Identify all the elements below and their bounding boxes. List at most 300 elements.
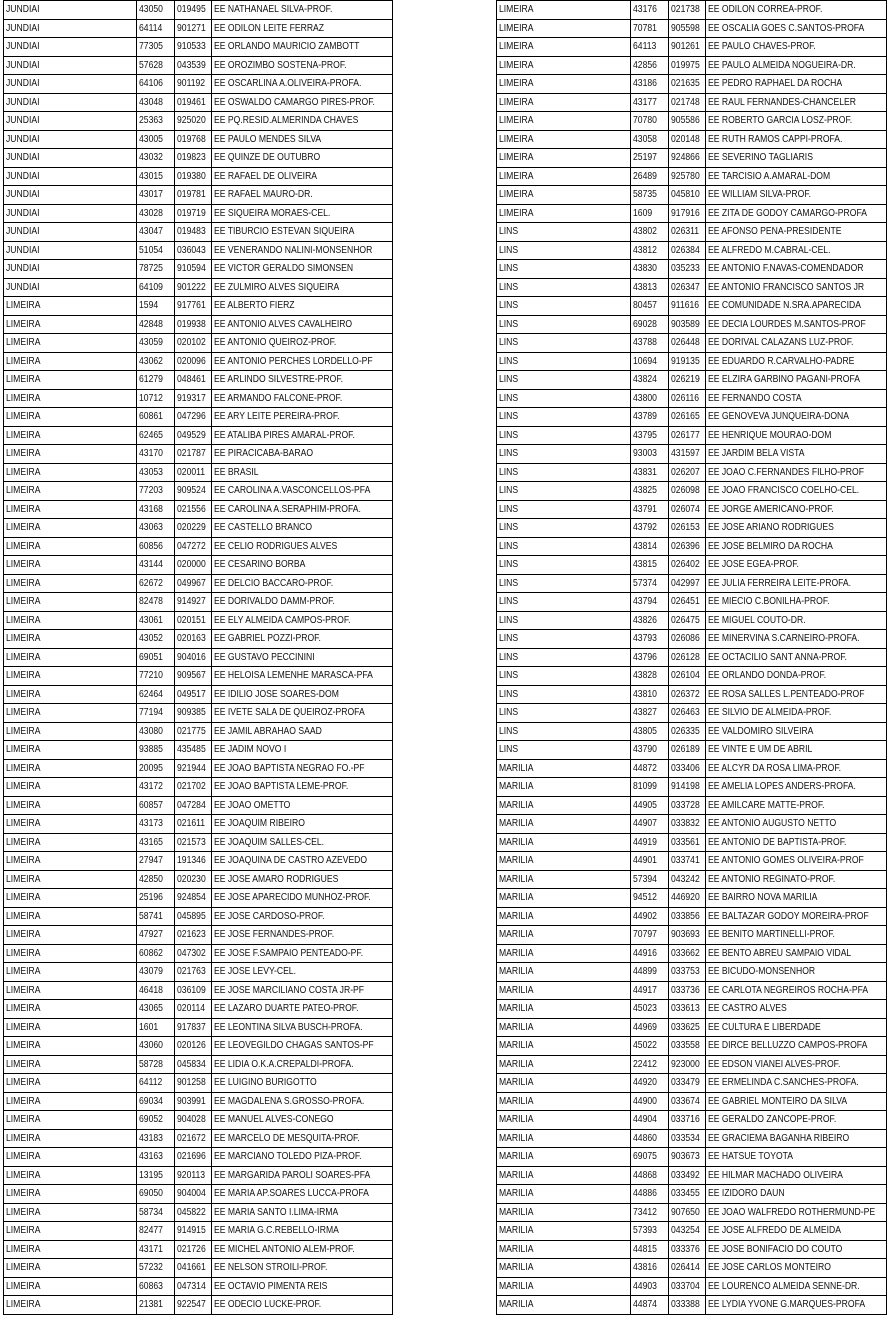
cie-cell-text: 901192 bbox=[177, 77, 206, 90]
school-name-cell-text: EE HENRIQUE MOURAO-DOM bbox=[708, 428, 832, 441]
municipality-cell bbox=[497, 870, 631, 889]
cie-cell-text: 021787 bbox=[177, 447, 206, 460]
code-cell bbox=[631, 889, 669, 908]
table-row bbox=[497, 926, 887, 945]
school-name-cell-text: EE ELZIRA GARBINO PAGANI-PROFA bbox=[708, 373, 860, 386]
municipality-cell bbox=[4, 204, 137, 223]
code-cell-text: 43058 bbox=[633, 132, 657, 145]
school-name-cell bbox=[212, 408, 393, 427]
school-name-cell-text: EE ROBERTO GARCIA LOSZ-PROF. bbox=[708, 114, 853, 127]
code-cell-text: 43792 bbox=[633, 521, 657, 534]
cie-cell bbox=[175, 519, 212, 538]
school-name-cell bbox=[212, 297, 393, 316]
municipality-cell bbox=[4, 1074, 137, 1093]
cie-cell bbox=[175, 1018, 212, 1037]
municipality-cell bbox=[497, 1074, 631, 1093]
code-cell bbox=[631, 1055, 669, 1074]
school-name-cell-text: EE DECIA LOURDES M.SANTOS-PROF bbox=[708, 317, 866, 330]
school-name-cell-text: EE BAIRRO NOVA MARILIA bbox=[708, 891, 818, 904]
cie-cell bbox=[669, 186, 706, 205]
municipality-cell-text: LINS bbox=[499, 317, 519, 330]
municipality-cell bbox=[497, 1148, 631, 1167]
municipality-cell-text: LIMEIRA bbox=[499, 151, 534, 164]
cie-cell bbox=[175, 815, 212, 834]
cie-cell-text: 026414 bbox=[671, 1261, 700, 1274]
table-row bbox=[497, 334, 887, 353]
code-cell-text: 43794 bbox=[633, 595, 657, 608]
municipality-cell-text: LIMEIRA bbox=[6, 632, 41, 645]
code-cell bbox=[631, 611, 669, 630]
cie-cell-text: 020126 bbox=[177, 1039, 206, 1052]
school-name-cell-text: EE JOAO OMETTO bbox=[214, 798, 291, 811]
code-cell bbox=[137, 963, 175, 982]
school-name-cell-text: EE JOAQUINA DE CASTRO AZEVEDO bbox=[214, 854, 368, 867]
municipality-cell-text: LIMEIRA bbox=[6, 558, 41, 571]
school-name-cell-text: EE BALTAZAR GODOY MOREIRA-PROF bbox=[708, 909, 869, 922]
code-cell bbox=[631, 278, 669, 297]
school-name-cell bbox=[212, 260, 393, 279]
table-row bbox=[4, 741, 393, 760]
municipality-cell bbox=[4, 1129, 137, 1148]
table-row bbox=[4, 852, 393, 871]
school-name-cell bbox=[706, 648, 887, 667]
school-name-cell bbox=[212, 944, 393, 963]
municipality-cell-text: MARILIA bbox=[499, 1168, 534, 1181]
municipality-cell bbox=[4, 93, 137, 112]
code-cell-text: 43047 bbox=[139, 225, 163, 238]
table-row bbox=[497, 1055, 887, 1074]
school-name-cell-text: EE CARLOTA NEGREIROS ROCHA-PFA bbox=[708, 983, 869, 996]
municipality-cell bbox=[4, 315, 137, 334]
cie-cell-text: 026165 bbox=[671, 410, 700, 423]
cie-cell bbox=[669, 796, 706, 815]
code-cell-text: 44903 bbox=[633, 1279, 657, 1292]
municipality-cell-text: LIMEIRA bbox=[499, 169, 534, 182]
school-name-cell bbox=[706, 593, 887, 612]
code-cell bbox=[631, 352, 669, 371]
municipality-cell-text: LINS bbox=[499, 465, 519, 478]
cie-cell bbox=[669, 1129, 706, 1148]
table-row bbox=[4, 519, 393, 538]
school-name-cell bbox=[706, 334, 887, 353]
table-row bbox=[497, 1148, 887, 1167]
municipality-cell bbox=[497, 186, 631, 205]
municipality-cell bbox=[4, 278, 137, 297]
code-cell bbox=[631, 167, 669, 186]
municipality-cell-text: MARILIA bbox=[499, 817, 534, 830]
cie-cell bbox=[175, 1000, 212, 1019]
code-cell bbox=[137, 260, 175, 279]
school-name-cell bbox=[706, 1259, 887, 1278]
code-cell bbox=[631, 297, 669, 316]
cie-cell-text: 026335 bbox=[671, 724, 700, 737]
municipality-cell bbox=[497, 852, 631, 871]
school-name-cell bbox=[212, 500, 393, 519]
code-cell bbox=[137, 907, 175, 926]
school-name-cell-text: EE PIRACICABA-BARAO bbox=[214, 447, 314, 460]
municipality-cell bbox=[497, 815, 631, 834]
cie-cell-text: 033736 bbox=[671, 983, 700, 996]
code-cell bbox=[631, 408, 669, 427]
table-row bbox=[497, 574, 887, 593]
cie-cell-text: 026219 bbox=[671, 373, 700, 386]
municipality-cell-text: MARILIA bbox=[499, 928, 534, 941]
municipality-cell bbox=[497, 1259, 631, 1278]
school-name-cell-text: EE RAFAEL MAURO-DR. bbox=[214, 188, 313, 201]
school-name-cell bbox=[212, 1000, 393, 1019]
code-cell-text: 43183 bbox=[139, 1131, 163, 1144]
code-cell-text: 43032 bbox=[139, 151, 163, 164]
municipality-cell bbox=[4, 371, 137, 390]
cie-cell-text: 914915 bbox=[177, 1224, 206, 1237]
school-name-cell bbox=[212, 1222, 393, 1241]
school-name-cell bbox=[212, 426, 393, 445]
cie-cell-text: 026177 bbox=[671, 428, 700, 441]
cie-cell-text: 026128 bbox=[671, 650, 700, 663]
municipality-cell bbox=[497, 963, 631, 982]
cie-cell-text: 914198 bbox=[671, 780, 700, 793]
school-name-cell-text: EE ODILON LEITE FERRAZ bbox=[214, 21, 325, 34]
municipality-cell bbox=[497, 93, 631, 112]
school-name-cell-text: EE MIGUEL COUTO-DR. bbox=[708, 613, 806, 626]
school-name-cell-text: EE VENERANDO NALINI-MONSENHOR bbox=[214, 243, 373, 256]
cie-cell-text: 033613 bbox=[671, 1002, 700, 1015]
school-name-cell-text: EE JARDIM BELA VISTA bbox=[708, 447, 805, 460]
table-row bbox=[4, 315, 393, 334]
school-table-left bbox=[3, 0, 393, 1315]
code-cell-text: 77203 bbox=[139, 484, 163, 497]
code-cell bbox=[137, 445, 175, 464]
municipality-cell bbox=[497, 741, 631, 760]
cie-cell bbox=[669, 482, 706, 501]
cie-cell bbox=[175, 426, 212, 445]
cie-cell-text: 047314 bbox=[177, 1279, 206, 1292]
table-row bbox=[497, 778, 887, 797]
school-name-cell-text: EE ELY ALMEIDA CAMPOS-PROF. bbox=[214, 613, 351, 626]
code-cell-text: 44902 bbox=[633, 909, 657, 922]
municipality-cell-text: MARILIA bbox=[499, 1002, 534, 1015]
school-name-cell bbox=[706, 519, 887, 538]
code-cell-text: 42856 bbox=[633, 58, 657, 71]
code-cell-text: 94512 bbox=[633, 891, 657, 904]
code-cell-text: 64112 bbox=[139, 1076, 163, 1089]
cie-cell bbox=[175, 204, 212, 223]
code-cell bbox=[137, 500, 175, 519]
municipality-cell bbox=[497, 593, 631, 612]
cie-cell bbox=[175, 223, 212, 242]
school-name-cell bbox=[706, 130, 887, 149]
code-cell bbox=[631, 75, 669, 94]
code-cell-text: 60856 bbox=[139, 539, 163, 552]
code-cell bbox=[137, 426, 175, 445]
cie-cell-text: 026086 bbox=[671, 632, 700, 645]
table-row bbox=[497, 1166, 887, 1185]
cie-cell-text: 045834 bbox=[177, 1057, 206, 1070]
school-name-cell bbox=[212, 704, 393, 723]
code-cell-text: 43793 bbox=[633, 632, 657, 645]
municipality-cell-text: JUNDIAI bbox=[6, 151, 40, 164]
code-cell-text: 1594 bbox=[139, 299, 159, 312]
municipality-cell bbox=[497, 482, 631, 501]
cie-cell bbox=[175, 759, 212, 778]
code-cell-text: 64113 bbox=[633, 40, 657, 53]
school-name-cell-text: EE JOSE LEVY-CEL. bbox=[214, 965, 296, 978]
table-row bbox=[497, 1240, 887, 1259]
school-name-cell-text: EE DELCIO BACCARO-PROF. bbox=[214, 576, 334, 589]
municipality-cell-text: LIMEIRA bbox=[6, 891, 41, 904]
cie-cell-text: 923000 bbox=[671, 1057, 700, 1070]
code-cell bbox=[137, 1203, 175, 1222]
table-row bbox=[4, 648, 393, 667]
municipality-cell-text: LINS bbox=[499, 484, 519, 497]
code-cell-text: 93885 bbox=[139, 743, 163, 756]
municipality-cell bbox=[497, 611, 631, 630]
school-name-cell-text: EE ANTONIO QUEIROZ-PROF. bbox=[214, 336, 337, 349]
municipality-cell-text: JUNDIAI bbox=[6, 262, 40, 275]
municipality-cell bbox=[4, 889, 137, 908]
school-name-cell-text: EE JOSE EGEA-PROF. bbox=[708, 558, 799, 571]
municipality-cell-text: LIMEIRA bbox=[6, 1076, 41, 1089]
school-name-cell-text: EE OSWALDO CAMARGO PIRES-PROF. bbox=[214, 95, 375, 108]
cie-cell bbox=[669, 907, 706, 926]
cie-cell bbox=[175, 56, 212, 75]
cie-cell-text: 026098 bbox=[671, 484, 700, 497]
cie-cell-text: 920113 bbox=[177, 1168, 206, 1181]
cie-cell bbox=[669, 685, 706, 704]
cie-cell bbox=[175, 1185, 212, 1204]
school-name-cell bbox=[706, 241, 887, 260]
code-cell bbox=[137, 38, 175, 57]
code-cell-text: 51054 bbox=[139, 243, 163, 256]
cie-cell bbox=[175, 278, 212, 297]
table-row bbox=[497, 630, 887, 649]
school-name-cell bbox=[212, 75, 393, 94]
school-name-cell-text: EE MICHEL ANTONIO ALEM-PROF. bbox=[214, 1242, 355, 1255]
cie-cell-text: 020151 bbox=[177, 613, 206, 626]
school-name-cell bbox=[212, 556, 393, 575]
cie-cell bbox=[669, 130, 706, 149]
school-name-cell bbox=[212, 685, 393, 704]
municipality-cell bbox=[497, 1129, 631, 1148]
cie-cell bbox=[669, 611, 706, 630]
school-name-cell-text: EE ROSA SALLES L.PENTEADO-PROF bbox=[708, 687, 865, 700]
table-row bbox=[497, 1111, 887, 1130]
table-row bbox=[4, 1166, 393, 1185]
code-cell bbox=[137, 611, 175, 630]
code-cell-text: 82478 bbox=[139, 595, 163, 608]
school-name-cell bbox=[706, 1129, 887, 1148]
municipality-cell-text: LINS bbox=[499, 650, 519, 663]
school-name-cell-text: EE EDSON VIANEI ALVES-PROF. bbox=[708, 1057, 841, 1070]
table-row bbox=[497, 1259, 887, 1278]
school-name-cell bbox=[706, 1203, 887, 1222]
school-name-cell bbox=[706, 667, 887, 686]
code-cell-text: 44907 bbox=[633, 817, 657, 830]
school-name-cell bbox=[212, 334, 393, 353]
municipality-cell-text: LIMEIRA bbox=[6, 706, 41, 719]
code-cell-text: 57374 bbox=[633, 576, 657, 589]
code-cell bbox=[631, 1259, 669, 1278]
code-cell-text: 43017 bbox=[139, 188, 163, 201]
table-row bbox=[4, 1240, 393, 1259]
school-name-cell bbox=[212, 1018, 393, 1037]
municipality-cell-text: LIMEIRA bbox=[6, 317, 41, 330]
cie-cell-text: 033741 bbox=[671, 854, 700, 867]
cie-cell bbox=[669, 704, 706, 723]
table-row bbox=[4, 704, 393, 723]
municipality-cell bbox=[4, 112, 137, 131]
cie-cell-text: 049529 bbox=[177, 428, 206, 441]
code-cell-text: 43176 bbox=[633, 3, 657, 16]
school-name-cell-text: EE ODILON CORREA-PROF. bbox=[708, 3, 823, 16]
cie-cell-text: 903693 bbox=[671, 928, 700, 941]
municipality-cell bbox=[497, 574, 631, 593]
cie-cell bbox=[175, 556, 212, 575]
code-cell bbox=[137, 667, 175, 686]
school-name-cell-text: EE CASTELLO BRANCO bbox=[214, 521, 313, 534]
cie-cell-text: 021573 bbox=[177, 835, 206, 848]
municipality-cell bbox=[497, 667, 631, 686]
table-row bbox=[4, 926, 393, 945]
municipality-cell-text: LIMEIRA bbox=[6, 502, 41, 515]
code-cell bbox=[137, 482, 175, 501]
code-cell-text: 43171 bbox=[139, 1242, 163, 1255]
municipality-cell-text: LIMEIRA bbox=[499, 58, 534, 71]
table-row bbox=[4, 537, 393, 556]
cie-cell-text: 901261 bbox=[671, 40, 700, 53]
table-row bbox=[497, 648, 887, 667]
school-name-cell bbox=[212, 204, 393, 223]
table-row bbox=[497, 1203, 887, 1222]
code-cell-text: 10694 bbox=[633, 354, 657, 367]
table-row bbox=[4, 223, 393, 242]
cie-cell-text: 033728 bbox=[671, 798, 700, 811]
school-name-cell-text: EE ANTONIO FRANCISCO SANTOS JR bbox=[708, 280, 865, 293]
code-cell-text: 64114 bbox=[139, 21, 163, 34]
cie-cell-text: 021726 bbox=[177, 1242, 206, 1255]
code-cell bbox=[631, 19, 669, 38]
cie-cell bbox=[669, 1185, 706, 1204]
table-row bbox=[497, 852, 887, 871]
school-name-cell-text: EE ARMANDO FALCONE-PROF. bbox=[214, 391, 343, 404]
municipality-cell bbox=[4, 1037, 137, 1056]
table-row bbox=[4, 1259, 393, 1278]
table-row bbox=[497, 93, 887, 112]
table-row bbox=[4, 1111, 393, 1130]
municipality-cell bbox=[4, 722, 137, 741]
code-cell bbox=[631, 852, 669, 871]
cie-cell-text: 020163 bbox=[177, 632, 206, 645]
school-name-cell bbox=[706, 981, 887, 1000]
municipality-cell-text: LIMEIRA bbox=[6, 835, 41, 848]
municipality-cell-text: MARILIA bbox=[499, 1279, 534, 1292]
municipality-cell bbox=[497, 981, 631, 1000]
code-cell-text: 43173 bbox=[139, 817, 163, 830]
cie-cell bbox=[175, 482, 212, 501]
school-name-cell bbox=[706, 1111, 887, 1130]
school-name-cell-text: EE LOURENCO ALMEIDA SENNE-DR. bbox=[708, 1279, 860, 1292]
cie-cell bbox=[669, 630, 706, 649]
school-name-cell-text: EE NATHANAEL SILVA-PROF. bbox=[214, 3, 333, 16]
municipality-cell-text: JUNDIAI bbox=[6, 40, 40, 53]
cie-cell-text: 019483 bbox=[177, 225, 206, 238]
school-name-cell-text: EE IZIDORO DAUN bbox=[708, 1187, 785, 1200]
code-cell bbox=[631, 223, 669, 242]
school-name-cell-text: EE JOSE F.SAMPAIO PENTEADO-PF. bbox=[214, 946, 364, 959]
cie-cell bbox=[175, 667, 212, 686]
municipality-cell-text: LINS bbox=[499, 724, 519, 737]
municipality-cell bbox=[4, 593, 137, 612]
municipality-cell-text: LIMEIRA bbox=[6, 1279, 41, 1292]
school-name-cell-text: EE SEVERINO TAGLIARIS bbox=[708, 151, 813, 164]
municipality-cell-text: LIMEIRA bbox=[6, 299, 41, 312]
municipality-cell bbox=[4, 796, 137, 815]
school-name-cell-text: EE CAROLINA A.VASCONCELLOS-PFA bbox=[214, 484, 371, 497]
school-name-cell-text: EE GUSTAVO PECCININI bbox=[214, 650, 315, 663]
cie-cell bbox=[175, 852, 212, 871]
table-row bbox=[4, 75, 393, 94]
school-name-cell bbox=[706, 315, 887, 334]
school-name-cell bbox=[212, 1129, 393, 1148]
code-cell-text: 43790 bbox=[633, 743, 657, 756]
cie-cell-text: 033662 bbox=[671, 946, 700, 959]
code-cell bbox=[137, 1259, 175, 1278]
school-name-cell bbox=[212, 722, 393, 741]
municipality-cell-text: MARILIA bbox=[499, 946, 534, 959]
code-cell-text: 43186 bbox=[633, 77, 657, 90]
school-name-cell-text: EE JOAO BAPTISTA LEME-PROF. bbox=[214, 780, 349, 793]
cie-cell bbox=[175, 1092, 212, 1111]
table-row bbox=[4, 482, 393, 501]
municipality-cell-text: MARILIA bbox=[499, 1076, 534, 1089]
school-name-cell-text: EE TIBURCIO ESTEVAN SIQUEIRA bbox=[214, 225, 355, 238]
code-cell bbox=[631, 1018, 669, 1037]
code-cell-text: 62465 bbox=[139, 428, 163, 441]
cie-cell-text: 026153 bbox=[671, 521, 700, 534]
code-cell bbox=[631, 463, 669, 482]
code-cell-text: 43791 bbox=[633, 502, 657, 515]
municipality-cell-text: LINS bbox=[499, 225, 519, 238]
school-name-cell bbox=[706, 426, 887, 445]
school-name-cell bbox=[706, 38, 887, 57]
cie-cell-text: 026463 bbox=[671, 706, 700, 719]
code-cell bbox=[137, 556, 175, 575]
table-row bbox=[4, 500, 393, 519]
school-name-cell-text: EE LEONTINA SILVA BUSCH-PROFA. bbox=[214, 1020, 363, 1033]
school-name-cell-text: EE IVETE SALA DE QUEIROZ-PROFA bbox=[214, 706, 365, 719]
cie-cell bbox=[669, 1111, 706, 1130]
code-cell bbox=[137, 75, 175, 94]
table-row bbox=[497, 1277, 887, 1296]
table-row bbox=[497, 445, 887, 464]
table-row bbox=[4, 1, 393, 20]
cie-cell-text: 047296 bbox=[177, 410, 206, 423]
school-name-cell-text: EE JAMIL ABRAHAO SAAD bbox=[214, 724, 322, 737]
cie-cell bbox=[669, 722, 706, 741]
school-name-cell-text: EE JULIA FERREIRA LEITE-PROFA. bbox=[708, 576, 852, 589]
municipality-cell bbox=[4, 981, 137, 1000]
code-cell bbox=[137, 149, 175, 168]
school-name-cell-text: EE LAZARO DUARTE PATEO-PROF. bbox=[214, 1002, 359, 1015]
school-name-cell bbox=[212, 667, 393, 686]
municipality-cell bbox=[4, 408, 137, 427]
municipality-cell-text: MARILIA bbox=[499, 1150, 534, 1163]
code-cell-text: 60863 bbox=[139, 1279, 163, 1292]
code-cell bbox=[137, 278, 175, 297]
municipality-cell bbox=[497, 445, 631, 464]
municipality-cell-text: JUNDIAI bbox=[6, 95, 40, 108]
table-row bbox=[4, 241, 393, 260]
